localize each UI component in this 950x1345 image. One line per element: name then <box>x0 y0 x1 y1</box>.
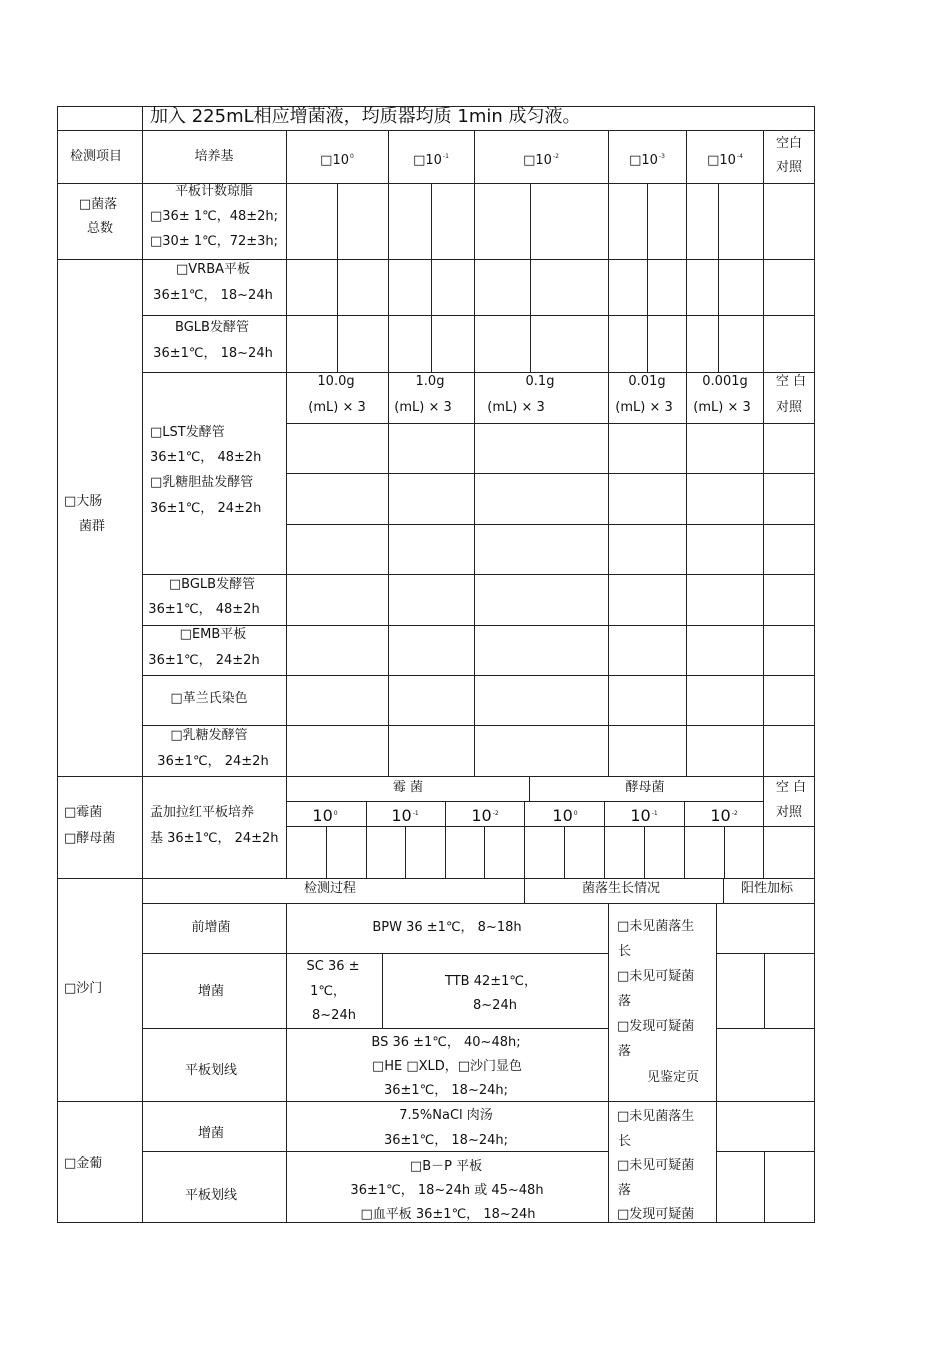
salmonella-streak-cond-1: BS 36 ±1℃， 40~48h; <box>371 1035 521 1050</box>
total-count-medium-1: 平板计数琼脂 <box>174 184 254 199</box>
mpn-header-3-2: (mL) × 3 <box>615 400 673 415</box>
salmonella-growth-3[interactable]: □未见可疑菌 <box>617 969 695 984</box>
col-header-dilution-4[interactable]: $□10^{-4}$ <box>707 153 743 168</box>
salmonella-ttb-2: 8~24h <box>473 998 517 1013</box>
staph-streak: 平板划线 <box>184 1188 238 1203</box>
col-header-blank-1: 空白 <box>775 136 803 151</box>
mpn-blank-1: 空 白 <box>775 374 807 389</box>
coliform-gram-stain[interactable]: □革兰氏染色 <box>170 691 248 706</box>
salmonella-streak-cond-2[interactable]: □HE □XLD，□沙门显色 <box>371 1059 523 1074</box>
mold-item-1[interactable]: □霉菌 <box>64 805 103 820</box>
mpn-header-2-2: (mL) × 3 <box>487 400 545 415</box>
salmonella-item[interactable]: □沙门 <box>64 981 103 996</box>
salmonella-ttb-1: TTB 42±1℃， <box>444 974 538 989</box>
mpn-header-4-2: (mL) × 3 <box>693 400 751 415</box>
total-count-item-2: 总数 <box>86 221 114 236</box>
mold-medium-1: 孟加拉红平板培养 <box>150 805 255 820</box>
mpn-header-0-2: (mL) × 3 <box>308 400 366 415</box>
col-header-blank-2: 对照 <box>775 160 803 175</box>
col-header-dilution-1[interactable]: $□10^{-1}$ <box>413 153 449 168</box>
staph-enrich-cond-1: 7.5%NaCl 肉汤 <box>399 1108 493 1123</box>
mpn-header-4-1: 0.001g <box>702 374 748 389</box>
coliform-lactose-bile-2: 36±1℃， 24±2h <box>150 501 262 516</box>
coliform-lst-1[interactable]: □LST发酵管 <box>150 425 225 440</box>
salmonella-growth-4: 落 <box>618 994 632 1009</box>
total-count-medium-3[interactable]: □30± 1℃，72±3h; <box>150 234 279 249</box>
staph-enrich: 增菌 <box>197 1126 225 1141</box>
mold-blank-2: 对照 <box>775 805 803 820</box>
salmonella-growth-6: 落 <box>618 1044 632 1059</box>
coliform-lactose-1[interactable]: □乳糖发酵管 <box>170 728 248 743</box>
total-count-item-1[interactable]: □菌落 <box>78 197 118 212</box>
mpn-header-2-1: 0.1g <box>525 374 555 389</box>
salmonella-streak: 平板划线 <box>184 1063 238 1078</box>
mold-label: 霉 菌 <box>392 780 424 795</box>
salmonella-growth-2: 长 <box>618 944 632 959</box>
positive-header: 阳性加标 <box>740 881 794 896</box>
yeast-dilution-1: $10^{-1}$ <box>630 806 658 825</box>
salmonella-enrich: 增菌 <box>197 984 225 999</box>
staph-growth-5[interactable]: □发现可疑菌 <box>617 1207 695 1222</box>
coliform-bglb1-2: 36±1℃， 18~24h <box>153 346 273 361</box>
coliform-bglb1-1: BGLB发酵管 <box>175 320 249 335</box>
mold-blank-1: 空 白 <box>775 780 807 795</box>
salmonella-pre-enrich-cond: BPW 36 ±1℃， 8~18h <box>372 920 522 935</box>
staph-growth-4: 落 <box>618 1183 632 1198</box>
mpn-header-1-2: (mL) × 3 <box>394 400 452 415</box>
salmonella-streak-cond-3: 36±1℃， 18~24h; <box>383 1083 509 1098</box>
mpn-header-3-1: 0.01g <box>628 374 666 389</box>
salmonella-pre-enrich: 前增菌 <box>191 920 231 935</box>
mold-medium-2: 基 36±1℃， 24±2h <box>150 831 279 846</box>
coliform-emb-2: 36±1℃， 24±2h <box>148 653 260 668</box>
salmonella-sc-2: 1℃， <box>310 984 346 999</box>
salmonella-sc-3: 8~24h <box>312 1008 356 1023</box>
coliform-vrba-1[interactable]: □VRBA平板 <box>175 262 251 277</box>
col-header-item: 检测项目 <box>69 149 123 164</box>
yeast-dilution-2: $10^{-2}$ <box>710 806 738 825</box>
coliform-lactose-bile-1[interactable]: □乳糖胆盐发酵管 <box>150 475 254 490</box>
staph-streak-cond-1[interactable]: □B－P 平板 <box>409 1159 483 1174</box>
coliform-lst-2: 36±1℃， 48±2h <box>150 450 262 465</box>
mpn-header-1-1: 1.0g <box>415 374 445 389</box>
salmonella-growth-1[interactable]: □未见菌落生 <box>617 919 695 934</box>
staph-streak-cond-2: 36±1℃， 18~24h 或 45~48h <box>350 1183 544 1198</box>
mold-dilution-1: $10^{-1}$ <box>391 806 419 825</box>
growth-header: 菌落生长情况 <box>581 881 661 896</box>
process-header: 检测过程 <box>303 881 357 896</box>
coliform-item-1[interactable]: □大肠 <box>64 494 103 509</box>
salmonella-growth-7: 见鉴定页 <box>647 1070 700 1085</box>
coliform-vrba-2: 36±1℃， 18~24h <box>153 288 273 303</box>
mold-dilution-2: $10^{-2}$ <box>471 806 499 825</box>
coliform-bglb2-2: 36±1℃， 48±2h <box>148 602 260 617</box>
staph-streak-cond-3[interactable]: □血平板 36±1℃， 18~24h <box>360 1207 536 1222</box>
col-header-dilution-2[interactable]: $□10^{-2}$ <box>523 153 559 168</box>
salmonella-sc-1: SC 36 ± <box>306 959 360 974</box>
yeast-label: 酵母菌 <box>625 780 665 795</box>
coliform-emb-1[interactable]: □EMB平板 <box>179 627 247 642</box>
coliform-bglb2-1[interactable]: □BGLB发酵管 <box>168 577 256 592</box>
salmonella-growth-5[interactable]: □发现可疑菌 <box>617 1019 695 1034</box>
staph-growth-3[interactable]: □未见可疑菌 <box>617 1158 695 1173</box>
col-header-dilution-3[interactable]: $□10^{-3}$ <box>629 153 665 168</box>
staph-item[interactable]: □金葡 <box>64 1156 103 1171</box>
col-header-dilution-0[interactable]: $□10^0$ <box>320 153 354 168</box>
total-count-medium-2[interactable]: □36± 1℃，48±2h; <box>150 209 279 224</box>
staph-growth-1[interactable]: □未见菌落生 <box>617 1109 695 1124</box>
staph-growth-2: 长 <box>618 1134 632 1149</box>
mpn-blank-2: 对照 <box>775 400 803 415</box>
staph-enrich-cond-2: 36±1℃， 18~24h; <box>383 1133 509 1148</box>
col-header-medium: 培养基 <box>194 149 234 164</box>
mold-item-2[interactable]: □酵母菌 <box>64 831 116 846</box>
mpn-header-0-1: 10.0g <box>317 374 355 389</box>
yeast-dilution-0: $10^0$ <box>552 806 578 825</box>
mold-dilution-0: $10^0$ <box>312 806 338 825</box>
header-note: 加入 225mL相应增菌液，均质器均质 1min 成匀液。 <box>150 106 581 127</box>
coliform-item-2: 菌群 <box>79 519 106 534</box>
coliform-lactose-2: 36±1℃， 24±2h <box>157 754 269 769</box>
